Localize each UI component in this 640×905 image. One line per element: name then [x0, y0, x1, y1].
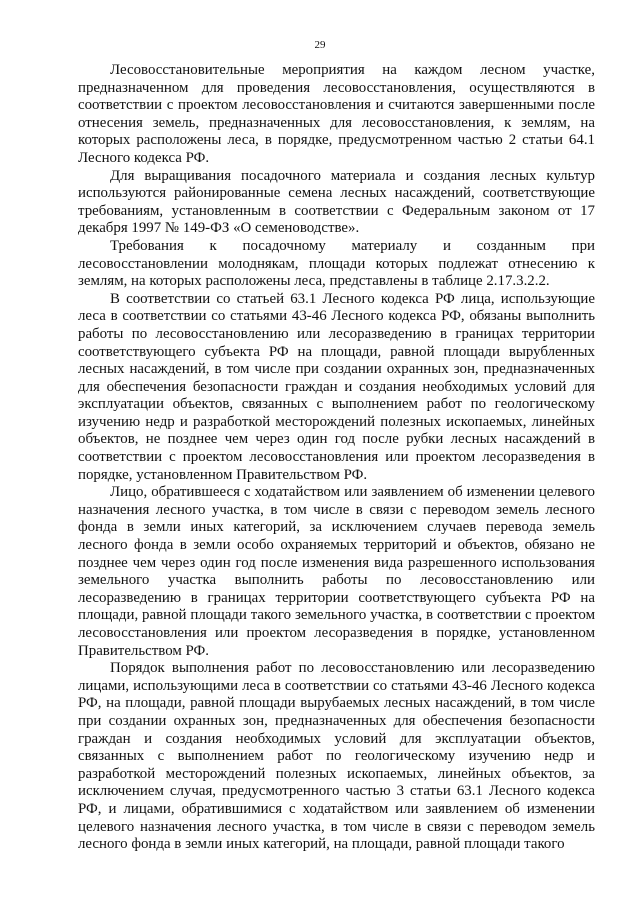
paragraph-article-63-1-obligations: В соответствии со статьей 63.1 Лесного кодекса РФ лица, использующие леса в соответствии со статьями 43-46 Лесного кодекса РФ, обязаны выполнить работы по лесовосстановлению или лесоразведению в границах территории соответствующего субъекта РФ на площади, равной площади вырубленных лесных насаждений, в том числе при создании охранных зон, предназначенных для обеспечения безопасности граждан и создания необходимых условий для эксплуатации объектов, связанных с выполнением работ по геологическому изучению недр и разработкой месторождений полезных ископаемых, линейных объектов, не позднее чем через один год после рубки лесных насаждений в соответствии с проектом лесовосстановления или проектом лесоразведения в порядке, установленном Правительством РФ.: [78, 290, 595, 483]
page-number: 29: [314, 39, 326, 51]
document-body: [78, 62, 595, 854]
paragraph-seed-requirements: Для выращивания посадочного материала и создания лесных культур используются районированные семена лесных насаждений, соответствующие требованиям, установленным в соответствии с Федеральным законом от 17 декабря 1997 № 149-ФЗ «О семеноводстве».: [78, 167, 595, 237]
paragraph-planting-material-requirements: Требования к посадочному материалу и созданным при лесовосстановлении молоднякам, площади которых подлежат отнесению к землям, на которых расположены леса, представлены в таблице 2.17.3.2.2.: [78, 237, 595, 290]
paragraph-land-purpose-change: Лицо, обратившееся с ходатайством или заявлением об изменении целевого назначения лесного участка, в том числе в связи с переводом земель лесного фонда в земли иных категорий, за исключением случаев перевода земель лесного фонда в земли особо охраняемых территорий и объектов, обязано не позднее чем через один год после изменения вида разрешенного использования земельного участка выполнить работы по лесовосстановлению или лесоразведению в границах территории соответствующего субъекта РФ на площади, равной площади такого земельного участка, в соответствии с проектом лесовосстановления или проектом лесоразведения в порядке, установленном Правительством РФ.: [78, 484, 595, 659]
paragraph-reforestation-measures: Лесовосстановительные мероприятия на каждом лесном участке, предназначенном для проведения лесовосстановления, осуществляются в соответствии с проектом лесовосстановления и считаются завершенными после отнесения земель, предназначенных для лесовосстановления, к землям, на которых расположены леса, в порядке, предусмотренном частью 2 статьи 64.1 Лесного кодекса РФ.: [78, 62, 595, 166]
paragraph-work-procedure: Порядок выполнения работ по лесовосстановлению или лесоразведению лицами, использующими леса в соответствии со статьями 43-46 Лесного кодекса РФ, на площади, равной площади вырубаемых лесных насаждений, в том числе при создании охранных зон, предназначенных для обеспечения безопасности граждан и создания необходимых условий для эксплуатации объектов, связанных с выполнением работ по геологическому изучению недр и разработкой месторождений полезных ископаемых, линейных объектов, за исключением случая, предусмотренного частью 3 статьи 63.1 Лесного кодекса РФ, и лицами, обратившимися с ходатайством или заявлением об изменении целевого назначения лесного участка, в том числе в связи с переводом земель лесного фонда в земли иных категорий, на площади, равной площади такого: [78, 660, 595, 853]
